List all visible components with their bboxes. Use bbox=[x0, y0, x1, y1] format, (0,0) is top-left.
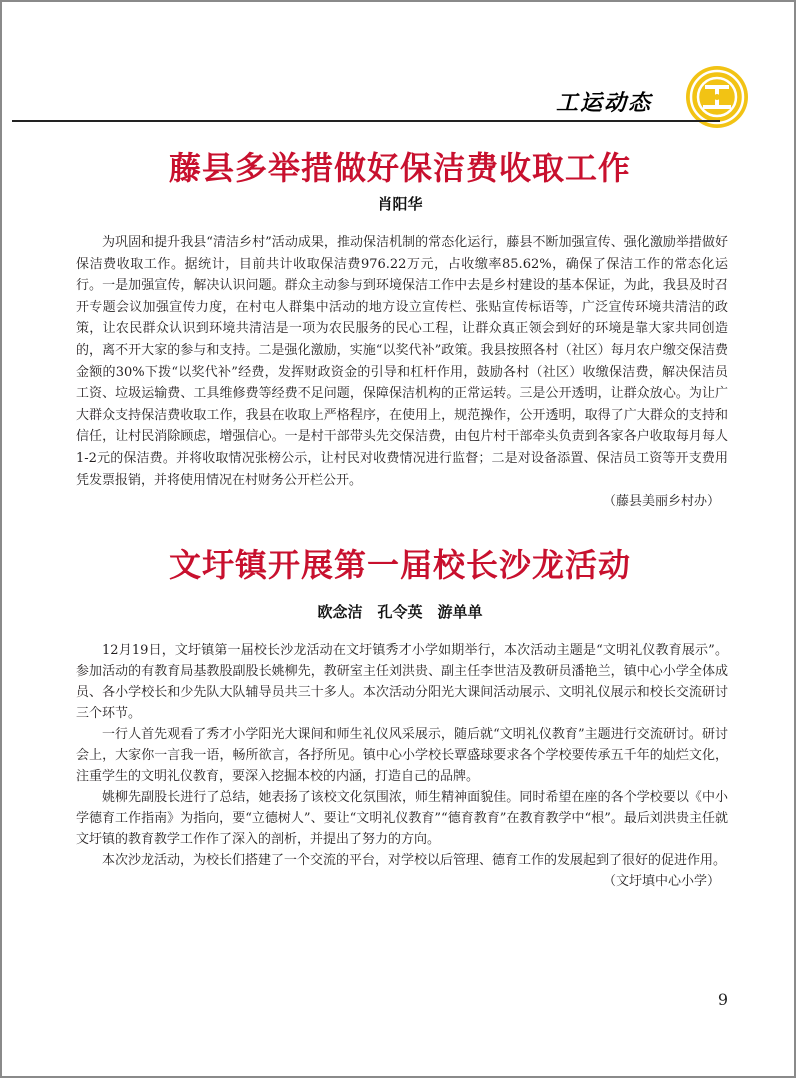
header-rule bbox=[12, 120, 720, 122]
article-paragraph: 姚柳先副股长进行了总结，她表扬了该校文化氛围浓，师生精神面貌佳。同时希望在座的各个学校要以《中小学德育工作指南》为指向，要“立德树人”、要让“文明礼仪教育”“德育教育”在教育教学中“根”。最后刘洪贵主任就文圩镇的教育教学工作作了深入的剖析，并提出了努力的方向。 bbox=[76, 790, 728, 847]
article-paragraph: 一行人首先观看了秀才小学阳光大课间和师生礼仪风采展示，随后就“文明礼仪教育”主题进行交流研讨。研讨会上，大家你一言我一语，畅所欲言，各抒所见。镇中心小学校长覃盛球要求各个学校要传承五千年的灿烂文化，注重学生的文明礼仪教育，要深入挖掘本校的内涵，打造自己的品牌。 bbox=[76, 727, 728, 784]
article-source: （文圩填中心小学） bbox=[602, 874, 720, 889]
section-label: 工运动态 bbox=[556, 91, 653, 116]
article-paragraph: 为巩固和提升我县“清洁乡村”活动成果，推动保洁机制的常态化运行，藤县不断加强宣传、强化激励举措做好保洁费收取工作。据统计，目前共计收取保洁费976.22万元，占收缴率85.62%，确保了保洁工作的常态化运行。一是加强宣传，解决认识问题。群众主动参与到环境保洁工作中去是乡村建设的基本保证，为此，我县及时召开专题会议加强宣传力度，在村屯人群集中活动的地方设立宣传栏、张贴宣传标语等，广泛宣传环境共清洁的政策，让农民群众认识到环境共清洁是一项为农民服务的民心工程，让群众真正领会到好的环境是靠大家共同创造的，离不开大家的参与和支持。二是强化激励，实施“以奖代补”政策。我县按照各村（社区）每月农户缴交保洁费金额的30%下拨“以奖代补”经费，发挥财政资金的引导和杠杆作用，鼓励各村（社区）收缴保洁费，解决保洁员工资、垃圾运输费、工具维修费等经费不足问题，保障保洁机构的正常运转。三是公开透明，让群众放心。为让广大群众支持保洁费收取工作，我县在收取上严格程序，在使用上，规范操作，公开透明，取得了广大群众的支持和信任，让村民消除顾虑，增强信心。一是村干部带头先交保洁费，由包片村干部牵头负责到各家各户收取每月每人1-2元的保洁费。并将收取情况张榜公示，让村民对收费情况进行监督；二是对设备添置、保洁员工资等开支费用凭发票报销，并将使用情况在村财务公开栏公开。 bbox=[76, 235, 728, 488]
article-title: 文圩镇开展第一届校长沙龙活动 bbox=[168, 546, 631, 584]
article-source: （藤县美丽乡村办） bbox=[602, 494, 720, 510]
article-authors: 欧念洁 孔令英 游单单 bbox=[317, 603, 483, 621]
article-body bbox=[76, 640, 728, 892]
article-author: 肖阳华 bbox=[377, 195, 423, 213]
page-number: 9 bbox=[717, 990, 729, 1009]
article-body bbox=[76, 232, 728, 513]
article-paragraph: 12月19日，文圩镇第一届校长沙龙活动在文圩镇秀才小学如期举行，本次活动主题是“文明礼仪教育展示”。参加活动的有教育局基教股副股长姚柳先，教研室主任刘洪贵、副主任李世洁及教研员潘艳兰，镇中心小学全体成员、各小学校长和少先队大队辅导员共三十多人。本次活动分阳光大课间活动展示、文明礼仪展示和校长交流研讨三个环节。 bbox=[76, 643, 728, 721]
article-title: 藤县多举措做好保洁费收取工作 bbox=[168, 149, 631, 187]
article-paragraph: 本次沙龙活动，为校长们搭建了一个交流的平台，对学校以后管理、德育工作的发展起到了很好的促进作用。 bbox=[102, 853, 727, 868]
